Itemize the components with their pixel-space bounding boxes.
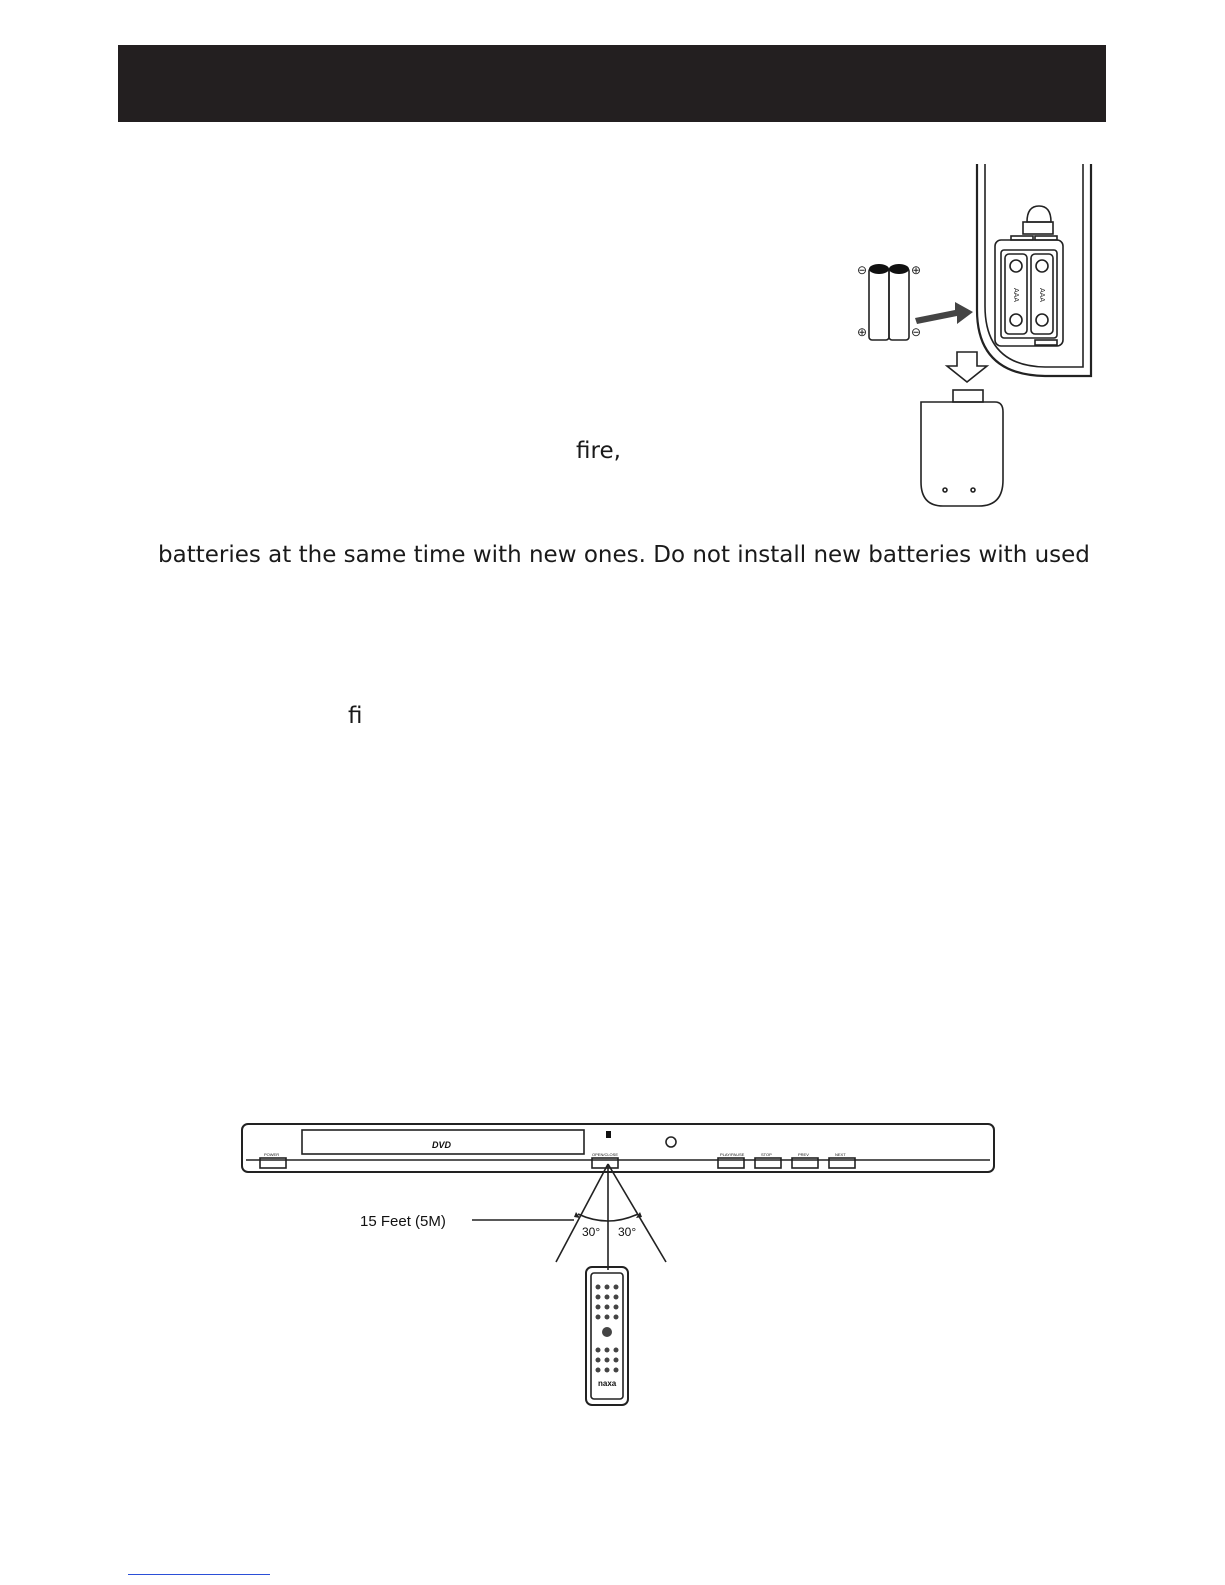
power-label: POWER [264,1152,280,1157]
polarity-minus-icon: ⊖ [857,263,868,277]
play-pause-label: PLAY/PAUSE [720,1152,745,1157]
next-label: NEXT [835,1152,846,1157]
dvd-logo: DVD [432,1140,452,1150]
remote-range-illustration [240,1122,1010,1422]
distance-label: 15 Feet (5M) [360,1213,446,1230]
polarity-plus-icon: ⊕ [857,325,868,339]
text-fragment-batteries: batteries at the same time with new ones. Do not install new batteries with used [158,542,1090,568]
open-close-label: OPEN/CLOSE [592,1152,619,1157]
polarity-minus-icon: ⊖ [911,325,922,339]
angle-right-label: 30° [618,1225,637,1239]
battery-type-label: AAA [1038,288,1045,303]
prev-label: PREV [798,1152,809,1157]
remote-brand-logo: naxa [598,1379,617,1388]
footer-link-underline [128,1574,270,1575]
polarity-plus-icon: ⊕ [911,263,922,277]
section-header-bar [118,45,1106,122]
stop-label: STOP [761,1152,772,1157]
battery-installation-illustration [855,160,1115,520]
angle-left-label: 30° [582,1225,601,1239]
text-fragment-fire: fire, [576,438,621,464]
battery-type-label: AAA [1012,288,1019,303]
text-fragment-fi: fi [348,703,363,729]
